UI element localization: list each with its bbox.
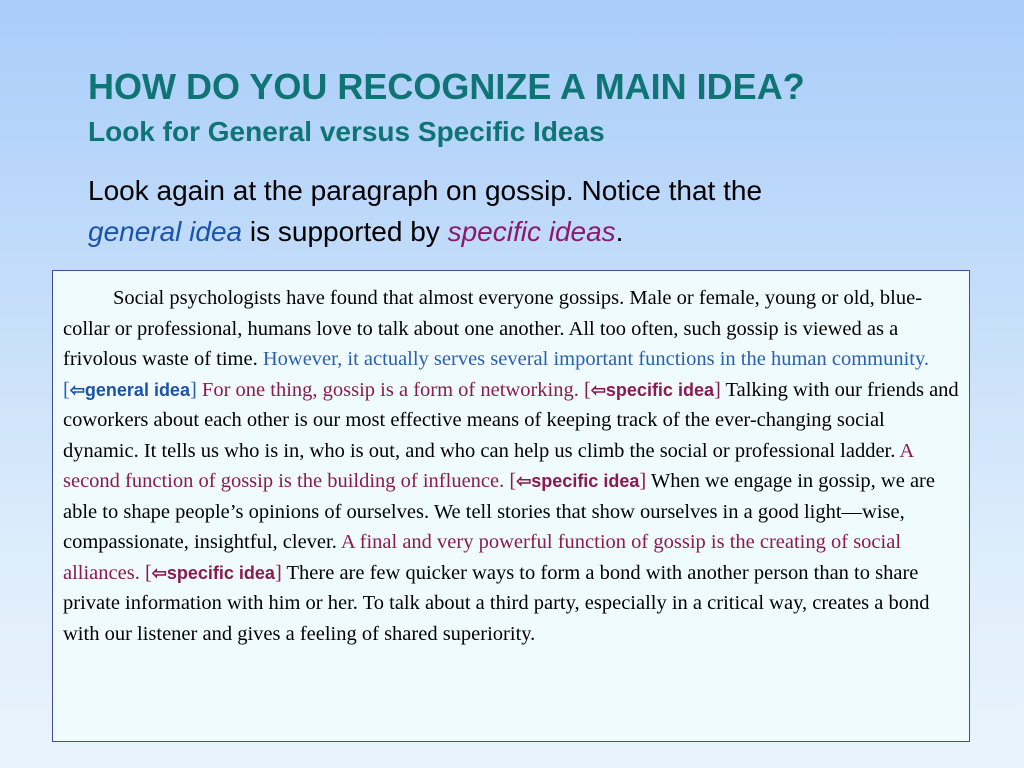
passage-support-1: Talking with our friends and coworkers about each other is our most effective means of keeping track of the ever-changing social dynamic. It tells us who is in, who is out, and who can help us climb the social or professional ladder. xyxy=(63,378,959,462)
intro-part-1: Look again at the paragraph on gossip. Notice that the xyxy=(88,175,763,206)
general-idea-tag-close: ] xyxy=(189,378,197,401)
slide-subtitle: Look for General versus Specific Ideas xyxy=(88,116,605,147)
general-idea-tag: ⇦general idea xyxy=(69,379,190,400)
general-idea-sentence: However, it actually serves several important functions in the human community. xyxy=(262,348,930,370)
intro-part-3: . xyxy=(615,216,624,247)
intro-specific-ideas-term: specific ideas xyxy=(447,216,616,247)
intro-part-2: is supported by xyxy=(242,216,448,247)
intro-general-idea-term: general idea xyxy=(88,216,243,247)
specific-idea-sentence-2: A second function of gossip is the building of influence. xyxy=(63,439,914,492)
gossip-paragraph-box xyxy=(52,270,970,742)
specific-idea-tag-3-close: ] xyxy=(274,561,282,584)
specific-idea-tag-2: ⇦specific idea xyxy=(516,471,640,491)
specific-idea-sentence-3: A final and very powerful function of gossip is the creating of social alliances. xyxy=(63,531,902,584)
intro-text xyxy=(88,170,968,252)
passage-support-2: When we engage in gossip, we are able to shape people’s opinions of ourselves. We tell stories that show ourselves in a good light—wise, compassionate, insightful, clever. xyxy=(63,470,935,553)
passage-sentence-intro: Social psychologists have found that almost everyone gossips. Male or female, young or old, blue-collar or professional, humans love to talk about one another. All too often, such gossip is viewed as a frivolous waste of time. xyxy=(63,287,923,370)
specific-idea-tag-1: ⇦specific idea xyxy=(590,379,714,400)
passage-support-3: There are few quicker ways to form a bond with another person than to share private information with him or her. To talk about a third party, especially in a critical way, creates a bond with our listener and gives a feeling of shared superiority. xyxy=(63,561,930,645)
specific-idea-tag-3-open: [ xyxy=(139,561,152,584)
specific-idea-tag-2-close: ] xyxy=(639,470,647,492)
general-idea-tag-open: [ xyxy=(63,378,70,401)
specific-idea-tag-2-open: [ xyxy=(504,470,517,492)
specific-idea-tag-1-open: [ xyxy=(578,378,591,401)
slide-title: HOW DO YOU RECOGNIZE A MAIN IDEA? xyxy=(88,66,805,107)
specific-idea-sentence-1: For one thing, gossip is a form of networking. xyxy=(196,378,579,401)
specific-idea-tag-3: ⇦specific idea xyxy=(151,562,275,583)
specific-idea-tag-1-close: ] xyxy=(713,378,721,401)
